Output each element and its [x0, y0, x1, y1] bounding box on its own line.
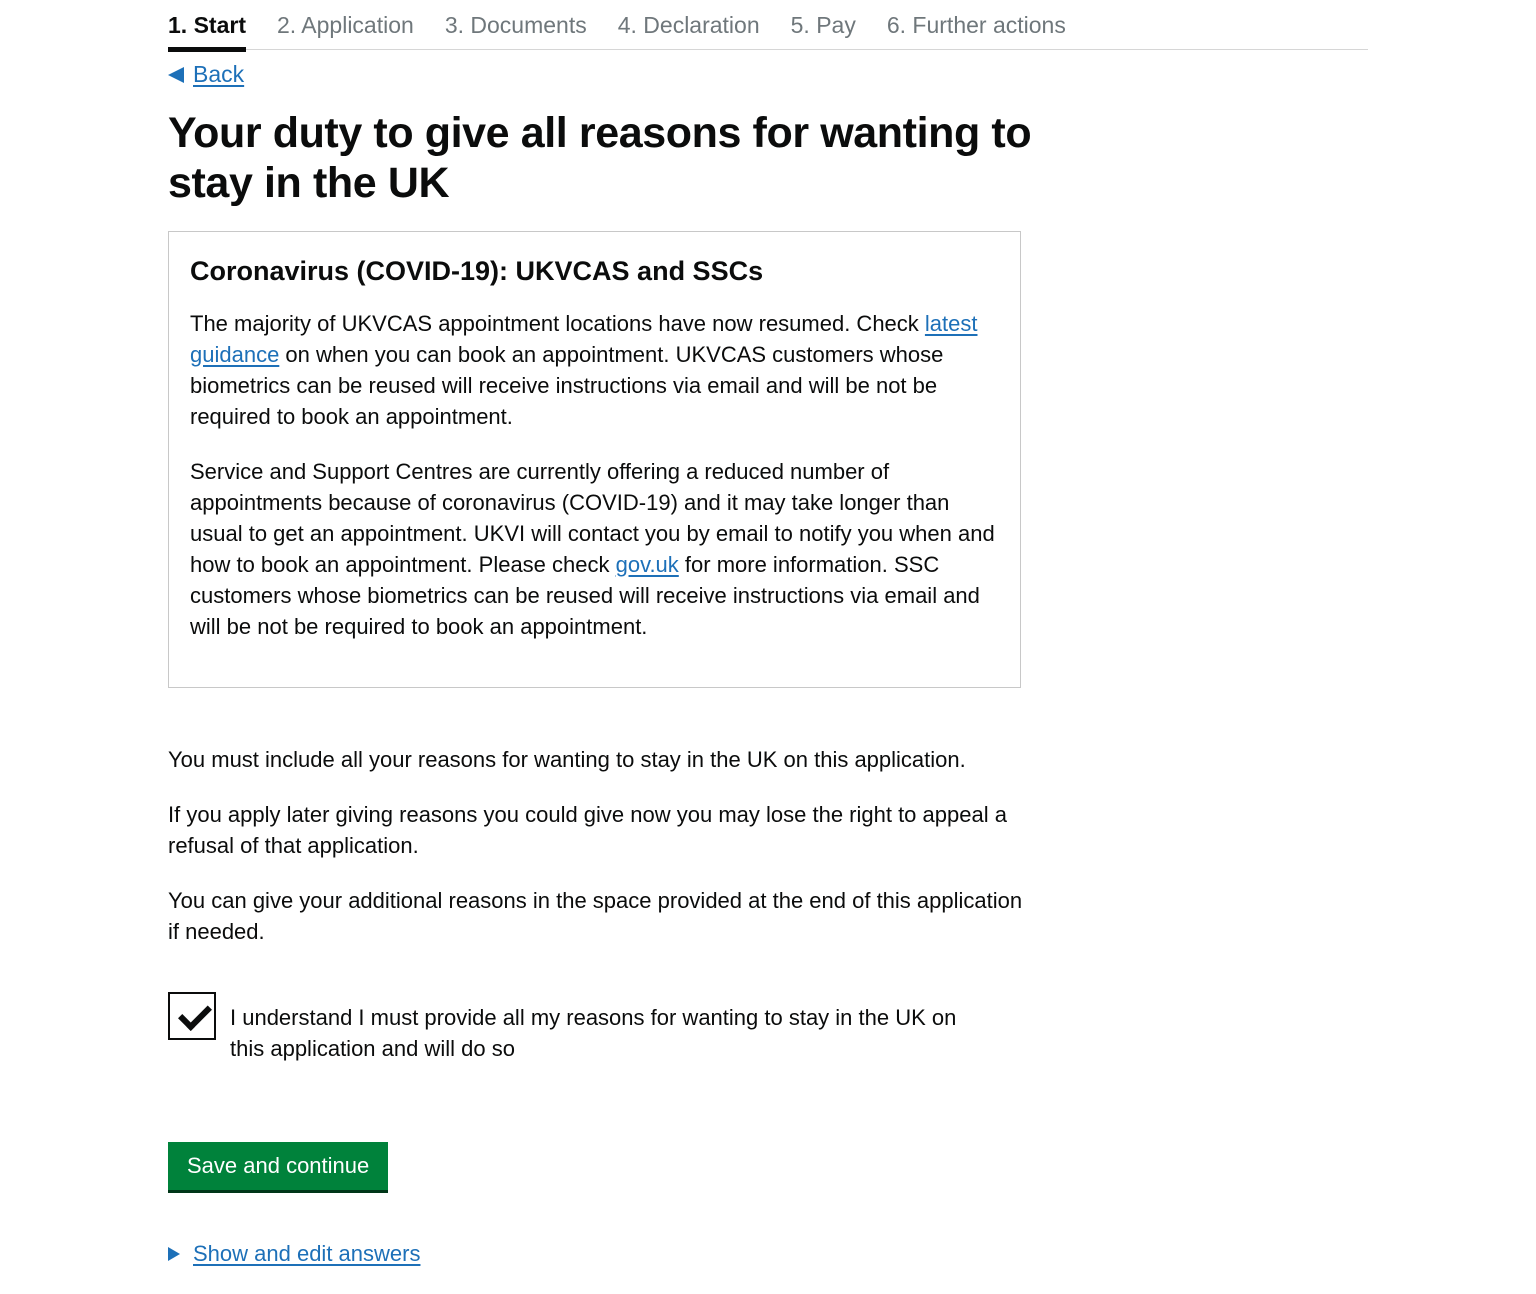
notice-text: on when you can book an appointment. UKVCAS customers whose biometrics can be reused will receive instructions via email and will be not be required to book an appointment. [190, 342, 944, 429]
body-paragraph: You can give your additional reasons in the space provided at the end of this application if needed. [168, 888, 1023, 944]
checkmark-icon [178, 997, 212, 1031]
body-paragraph: You must include all your reasons for wanting to stay in the UK on this application. [168, 747, 966, 772]
notice-paragraph-ssc [190, 456, 999, 642]
gov-uk-link[interactable]: gov.uk [615, 552, 679, 577]
show-and-edit-answers-link[interactable]: Show and edit answers [193, 1241, 421, 1266]
step-start[interactable]: 1. Start [168, 0, 246, 52]
show-answers-details [168, 1240, 420, 1268]
step-further-actions[interactable]: 6. Further actions [886, 12, 1066, 38]
step-documents[interactable]: 3. Documents [444, 12, 587, 38]
triangle-right-icon [168, 1247, 180, 1261]
declaration-checkbox-label[interactable]: I understand I must provide all my reasons for wanting to stay in the UK on this application and will do so [230, 1005, 957, 1061]
latest-guidance-link[interactable]: latest guidance [190, 311, 978, 367]
step-pay[interactable]: 5. Pay [790, 12, 856, 38]
notice-heading: Coronavirus (COVID-19): UKVCAS and SSCs [190, 256, 764, 286]
back-link-container [168, 60, 244, 88]
notice-text: for more information. SSC customers whose biometrics can be reused will receive instructions via email and will be not be required to book an appointment. [190, 552, 980, 639]
notice-text: The majority of UKVCAS appointment locations have now resumed. Check [190, 311, 925, 336]
progress-steps [168, 0, 1368, 50]
covid-notice-panel [168, 231, 1021, 688]
back-link[interactable]: Back [193, 61, 245, 87]
save-and-continue-button[interactable]: Save and continue [168, 1142, 388, 1190]
notice-text: Service and Support Centres are currently offering a reduced number of appointments because of coronavirus (COVID-19) and it may take longer than usual to get an appointment. UKVI will contact you by email to notify you when and how to book an appointment. Please check [190, 459, 995, 577]
page-title: Your duty to give all reasons for wanting to stay in the UK [168, 109, 1032, 207]
body-text [168, 744, 1028, 971]
step-declaration[interactable]: 4. Declaration [617, 12, 760, 38]
notice-paragraph-ukvcas [190, 308, 999, 432]
back-arrow-icon [168, 67, 184, 83]
declaration-checkbox[interactable] [168, 992, 216, 1040]
declaration-checkbox-row [168, 992, 998, 1064]
step-application[interactable]: 2. Application [276, 12, 414, 38]
body-paragraph: If you apply later giving reasons you could give now you may lose the right to appeal a refusal of that application. [168, 802, 1007, 858]
